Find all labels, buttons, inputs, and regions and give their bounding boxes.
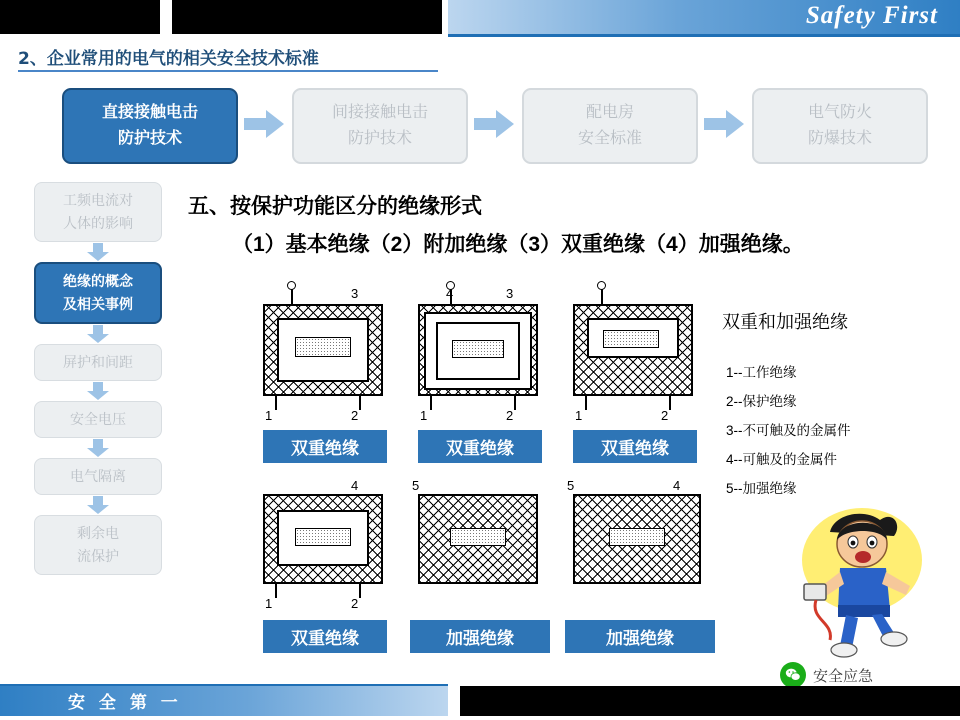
figure-4-conductor-core (295, 528, 351, 546)
figure-3 (565, 282, 705, 467)
sidebar-item-4[interactable] (34, 401, 162, 438)
figure-3-lead-left (601, 288, 603, 306)
legend-item-2: 2--保护绝缘 (726, 394, 797, 409)
sidebar-item-2[interactable] (34, 262, 162, 324)
top-flow-item-1-line1: 直接接触电击 (101, 104, 198, 121)
figure-3-tick-2 (669, 394, 671, 410)
figure-3-tick-1 (585, 394, 587, 410)
sidebar-item-2-line2: 及相关事例 (63, 296, 133, 312)
figure-4 (255, 480, 395, 665)
top-header-bar (0, 0, 960, 36)
top-flow-item-3[interactable] (522, 88, 698, 164)
figure-3-caption: 双重绝缘 (573, 430, 697, 463)
figure-4-caption: 双重绝缘 (263, 620, 387, 653)
sidebar-arrow-icon-1 (34, 242, 162, 262)
footer-black-block (460, 686, 960, 716)
sidebar-arrow-icon-4 (34, 438, 162, 458)
figure-2-label-bottom-2: 2 (506, 408, 514, 423)
figure-2 (410, 282, 550, 467)
figure-1-lead-left (291, 288, 293, 306)
figure-2-conductor-core (452, 340, 504, 358)
electric-shock-cartoon-icon (790, 500, 930, 660)
figure-2-tick-1 (430, 394, 432, 410)
legend-item-4: 4--可触及的金属件 (726, 452, 837, 467)
figure-3-label-bottom-1: 1 (575, 408, 583, 423)
main-subheading: （1）基本绝缘（2）附加绝缘（3）双重绝缘（4）加强绝缘。 (232, 233, 804, 256)
figure-3-label-bottom-2: 2 (661, 408, 669, 423)
top-flow-item-4[interactable] (752, 88, 928, 164)
top-flow-item-4-line1: 电气防火 (807, 104, 872, 121)
top-flow-item-4-line2: 防爆技术 (807, 130, 872, 147)
flow-arrow-icon-2 (474, 110, 514, 138)
top-flow-item-2[interactable] (292, 88, 468, 164)
sidebar-item-3-line1: 屏护和间距 (63, 354, 133, 370)
legend-list (726, 358, 851, 503)
top-flow-item-2-line2: 防护技术 (347, 130, 412, 147)
figure-1-conductor-core (295, 337, 351, 357)
sidebar-arrow-icon-2 (34, 324, 162, 344)
sidebar-item-1[interactable] (34, 182, 162, 242)
top-flow-item-2-line1: 间接接触电击 (331, 104, 428, 121)
figure-1-label-bottom-1: 1 (265, 408, 273, 423)
footer-bar (0, 682, 960, 720)
header-black-block-left (0, 0, 160, 34)
sidebar-item-3[interactable] (34, 344, 162, 381)
figure-2-caption: 双重绝缘 (418, 430, 542, 463)
figure-5 (410, 480, 550, 665)
header-black-block-mid (172, 0, 442, 34)
flow-arrow-icon-1 (244, 110, 284, 138)
figure-4-tick-2 (359, 582, 361, 598)
top-flow-item-3-line1: 配电房 (585, 104, 634, 121)
figure-1 (255, 282, 395, 467)
figure-1-label-top-1: 3 (351, 286, 359, 301)
sidebar-item-6-line2: 流保护 (77, 548, 119, 564)
figure-4-label-top-1: 4 (351, 478, 359, 493)
section-title: 2、企业常用的电气的相关安全技术标准 (18, 49, 319, 69)
flow-arrow-icon-3 (704, 110, 744, 138)
figure-4-label-bottom-2: 2 (351, 596, 359, 611)
sidebar-arrow-icon-5 (34, 495, 162, 515)
sidebar-item-6[interactable] (34, 515, 162, 575)
figure-5-conductor-core (450, 528, 506, 546)
figure-1-label-bottom-2: 2 (351, 408, 359, 423)
figure-6-label-top-2: 4 (673, 478, 681, 493)
header-title: Safety First (805, 2, 938, 29)
left-sidebar-flow (34, 182, 164, 575)
legend-item-1: 1--工作绝缘 (726, 365, 797, 380)
legend-title: 双重和加强绝缘 (722, 312, 848, 332)
figure-1-tick-1 (275, 394, 277, 410)
section-title-underline (18, 70, 438, 72)
figure-6-caption: 加强绝缘 (565, 620, 715, 653)
footer-text: 安 全 第 一 (68, 693, 182, 713)
legend-item-5: 5--加强绝缘 (726, 481, 797, 496)
figure-5-caption: 加强绝缘 (410, 620, 550, 653)
legend-item-3: 3--不可触及的金属件 (726, 423, 851, 438)
figure-4-label-bottom-1: 1 (265, 596, 273, 611)
figure-2-label-top-1: 4 (446, 286, 454, 301)
figure-1-tick-2 (359, 394, 361, 410)
sidebar-item-1-line1: 工频电流对 (63, 192, 133, 208)
sidebar-item-1-line2: 人体的影响 (63, 215, 133, 231)
figure-6 (565, 480, 715, 665)
top-flow-diagram (62, 88, 942, 164)
top-flow-item-3-line2: 安全标准 (577, 130, 642, 147)
figure-3-terminal-icon (597, 281, 606, 290)
sidebar-item-2-line1: 绝缘的概念 (63, 273, 133, 289)
figure-5-label-top-1: 5 (412, 478, 420, 493)
wechat-account-name: 安全应急 (813, 667, 874, 685)
main-heading: 五、按保护功能区分的绝缘形式 (188, 195, 482, 218)
figure-1-caption: 双重绝缘 (263, 430, 387, 463)
figure-4-tick-1 (275, 582, 277, 598)
header-underline (448, 34, 960, 37)
figure-6-label-top-1: 5 (567, 478, 575, 493)
sidebar-item-5-line1: 电气隔离 (70, 468, 126, 484)
insulation-figures-group (255, 282, 715, 662)
sidebar-item-4-line1: 安全电压 (70, 411, 126, 427)
top-flow-item-1[interactable] (62, 88, 238, 164)
sidebar-arrow-icon-3 (34, 381, 162, 401)
sidebar-item-6-line1: 剩余电 (77, 525, 119, 541)
top-flow-item-1-line2: 防护技术 (117, 130, 182, 147)
sidebar-item-5[interactable] (34, 458, 162, 495)
figure-2-tick-2 (514, 394, 516, 410)
figure-2-label-top-2: 3 (506, 286, 514, 301)
figure-1-terminal-icon (287, 281, 296, 290)
figure-2-label-bottom-1: 1 (420, 408, 428, 423)
figure-6-conductor-core (609, 528, 665, 546)
figure-3-conductor-core (603, 330, 659, 348)
